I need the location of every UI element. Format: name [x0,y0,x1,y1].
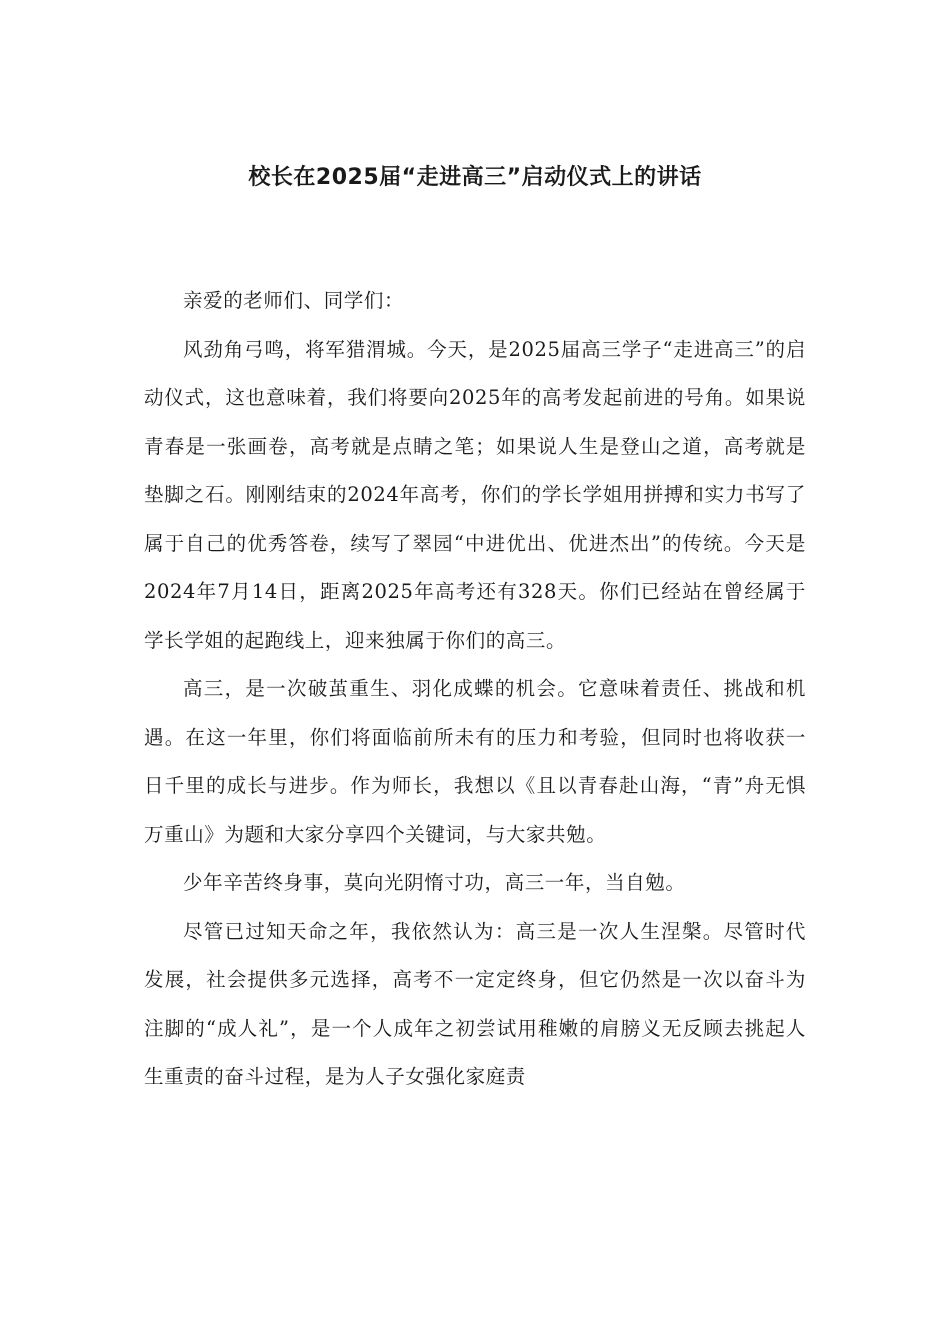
document-body [144,277,806,1102]
body-paragraph: 少年辛苦终身事，莫向光阴惰寸功，高三一年，当自勉。 [183,871,686,894]
document-title: 校长在2025届“走进高三”启动仪式上的讲话 [248,165,702,190]
body-paragraph: 高三，是一次破茧重生、羽化成蝶的机会。它意味着责任、挑战和机遇。在这一年里，你们将面临前所未有的压力和考验，但同时也将收获一日千里的成长与进步。作为师长，我想以《且以青春赴山海，“青”舟无惧万重山》为题和大家分享四个关键词，与大家共勉。 [144,677,806,846]
body-paragraph: 尽管已过知天命之年，我依然认为：高三是一次人生涅槃。尽管时代发展，社会提供多元选择，高考不一定定终身，但它仍然是一次以奋斗为注脚的“成人礼”，是一个人成年之初尝试用稚嫩的肩膀义无反顾去挑起人生重责的奋斗过程，是为人子女强化家庭责 [144,919,806,1088]
body-paragraph: 风劲角弓鸣，将军猎渭城。今天，是2025届高三学子“走进高三”的启动仪式，这也意味着，我们将要向2025年的高考发起前进的号角。如果说青春是一张画卷，高考就是点睛之笔；如果说人生是登山之道，高考就是垫脚之石。刚刚结束的2024年高考，你们的学长学姐用拼搏和实力书写了属于自己的优秀答卷，续写了翠园“中进优出、优进杰出”的传统。今天是2024年7月14日，距离2025年高考还有328天。你们已经站在曾经属于学长学姐的起跑线上，迎来独属于你们的高三。 [144,337,806,652]
salutation-paragraph: 亲爱的老师们、同学们： [183,289,405,312]
